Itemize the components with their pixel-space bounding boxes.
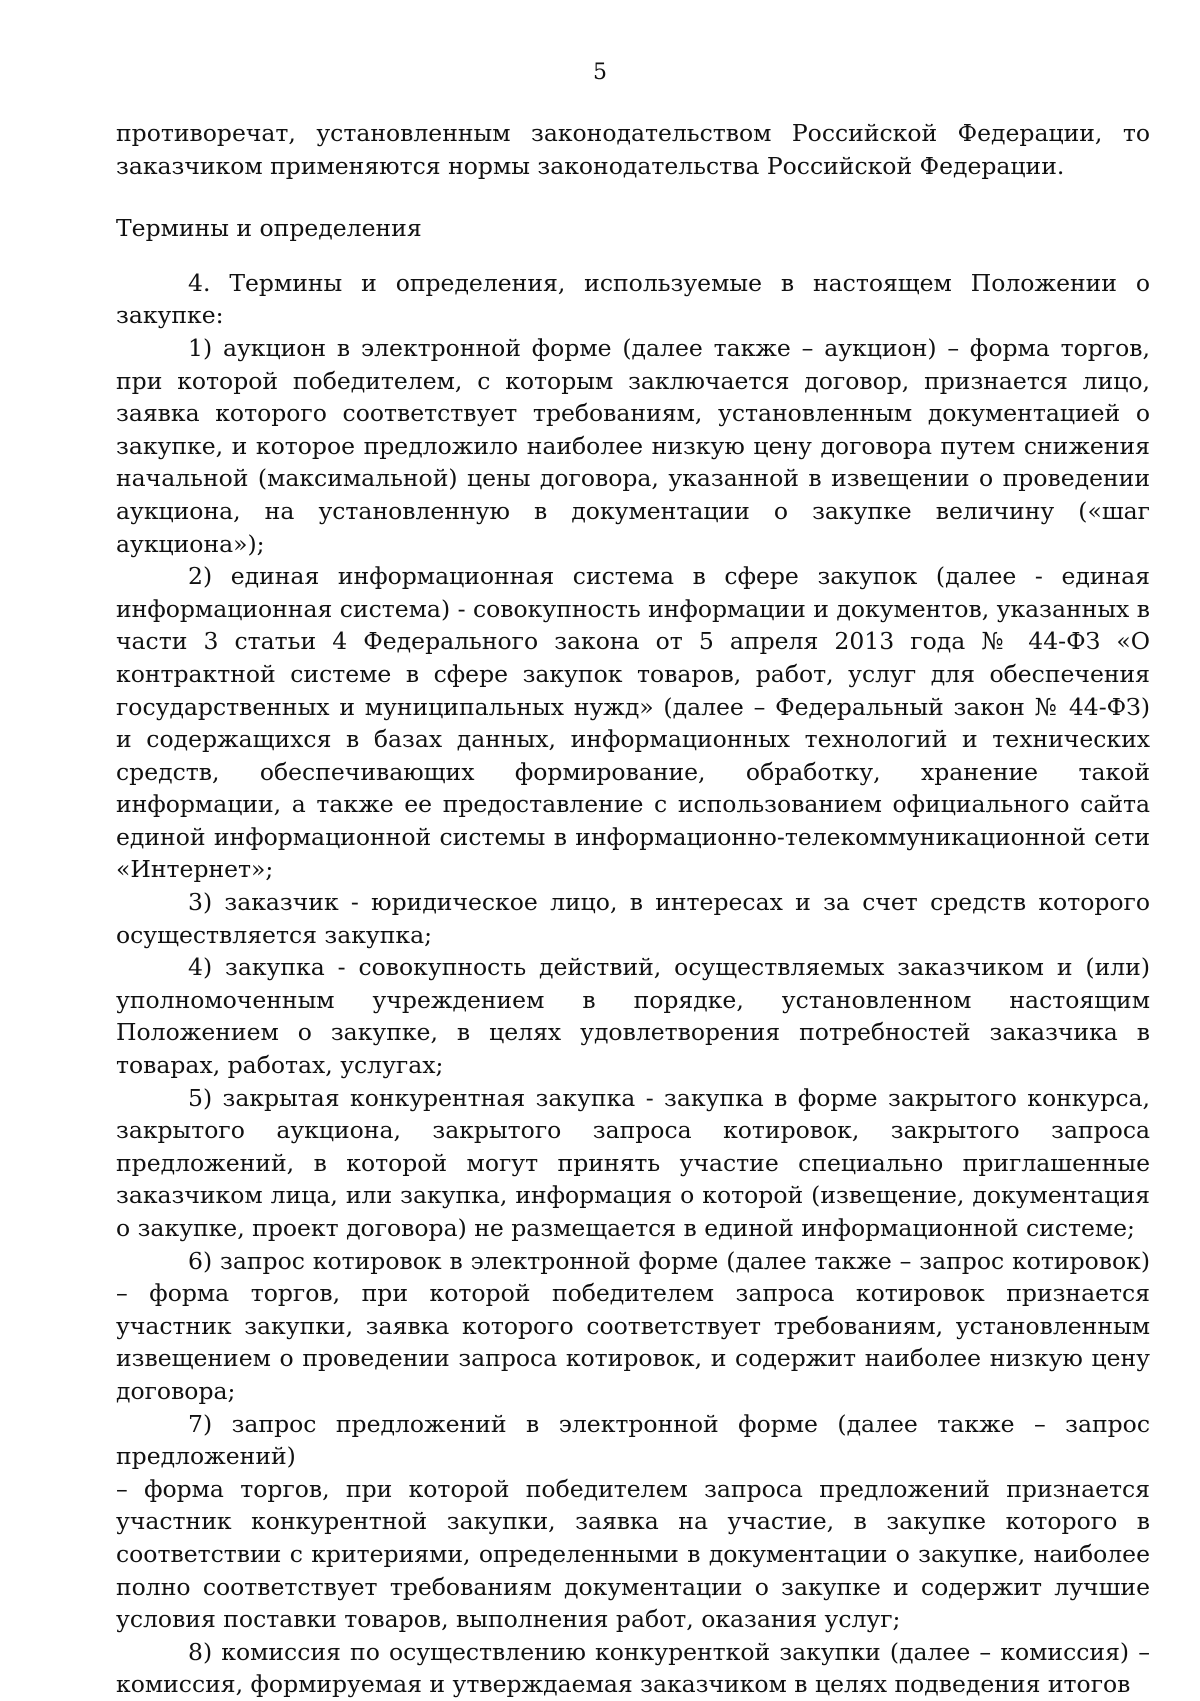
- definition-7-proposal-request: 7) запрос предложений в электронной форме (далее также – запрос предложений): [116, 1409, 1150, 1471]
- definition-8-commission: 8) комиссия по осуществлению конкуренткой закупки (далее – комиссия) – комиссия, формируемая и утверждаемая заказчиком в целях подведения итогов: [116, 1637, 1150, 1699]
- definition-3-customer: 3) заказчик - юридическое лицо, в интересах и за счет средств которого осуществляется закупка;: [116, 888, 1150, 949]
- section-heading: Термины и определения: [116, 214, 422, 243]
- page-number: 5: [593, 60, 607, 85]
- definition-2-unified-system: 2) единая информационная система в сфере закупок (далее - единая информационная система) - совокупность информации и документов, указанных в части 3 статьи 4 Федерального закона от 5 апреля 2013 года № 44-ФЗ «О контрактной системе в сфере закупок товаров, работ, услуг для обеспечения государственных и муниципальных нужд» (далее – Федеральный закон № 44-ФЗ) и содержащихся в базах данных, информационных технологий и технических средств, обеспечивающих формирование, обработку, хранение такой информации, а также ее предоставление с использованием официального сайта единой информационной системы в информационно-телекоммуникационной сети «Интернет»;: [116, 562, 1150, 884]
- definition-7-continuation: – форма торгов, при которой победителем запроса предложений признается участник конкурентной закупки, заявка на участие, в закупке которого в соответствии с критериями, определенными в документации о закупке, наиболее полно соответствует требованиям документации о закупке и содержит лучшие условия поставки товаров, выполнения работ, оказания услуг;: [116, 1474, 1150, 1634]
- definition-5-closed-procurement: 5) закрытая конкурентная закупка - закупка в форме закрытого конкурса, закрытого аукциона, закрытого запроса котировок, закрытого запроса предложений, в которой могут принять участие специально приглашенные заказчиком лица, или закупка, информация о которой (извещение, документация о закупке, проект договора) не размещается в единой информационной системе;: [116, 1083, 1150, 1242]
- intro-paragraph: противоречат, установленным законодательством Российской Федерации, то заказчиком применяются нормы законодательства Российской Федерации.: [116, 119, 1150, 180]
- paragraph-4: 4. Термины и определения, используемые в настоящем Положении о закупке:: [116, 268, 1150, 330]
- definition-6-quotation-request: 6) запрос котировок в электронной форме (далее также – запрос котировок) – форма торгов, при которой победителем запроса котировок признается участник закупки, заявка которого соответствует требованиям, установленным извещением о проведении запроса котировок, и содержит наиболее низкую цену договора;: [116, 1246, 1150, 1405]
- document-body: [116, 117, 1150, 1701]
- definition-1-auction: 1) аукцион в электронной форме (далее также – аукцион) – форма торгов, при которой победителем, с которым заключается договор, признается лицо, заявка которого соответствует требованиям, установленным документацией о закупке, и которое предложило наиболее низкую цену договора путем снижения начальной (максимальной) цены договора, указанной в извещении о проведении аукциона, на установленную в документации о закупке величину («шаг аукциона»);: [116, 333, 1150, 558]
- definition-4-procurement: 4) закупка - совокупность действий, осуществляемых заказчиком и (или) уполномоченным учреждением в порядке, установленном настоящим Положением о закупке, в целях удовлетворения потребностей заказчика в товарах, работах, услугах;: [116, 953, 1150, 1080]
